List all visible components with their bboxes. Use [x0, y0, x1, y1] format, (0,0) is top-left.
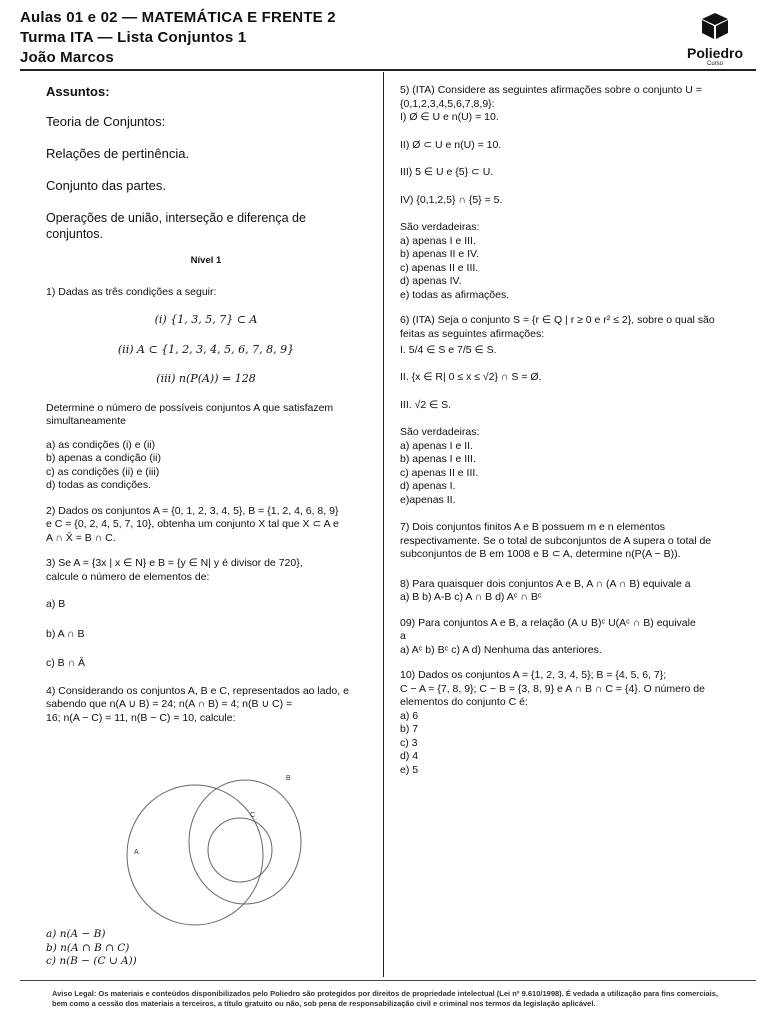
q1-option: d) todas as condições. — [46, 479, 152, 491]
q7-line: 7) Dois conjuntos finitos A e B possuem m e n elementos — [400, 521, 665, 533]
q3-line: 3) Se A = {3x | x ∈ N} e B = {y ∈ N| y é divisor de 720}, — [46, 557, 303, 569]
q6-line: 6) (ITA) Seja o conjunto S = {r ∈ Q | r ≥ 0 e r² ≤ 2}, sobre o qual são — [400, 314, 715, 326]
left-column — [46, 84, 366, 725]
q10-option: b) 7 — [400, 723, 419, 735]
q1-condition-3: (iii) n(P(A)) = 128 — [156, 372, 256, 385]
q5-option: e) todas as afirmações. — [400, 288, 510, 301]
q4-line: sabendo que n(A ∪ B) = 24; n(A ∩ B) = 4; n(B ∪ C) = — [46, 698, 293, 710]
q4-item: c) n(B − (C ∪ A)) — [46, 955, 137, 967]
right-column — [400, 84, 750, 777]
header-title: Aulas 01 e 02 — MATEMÁTICA E FRENTE 2 — [20, 9, 336, 26]
q1-condition-2: (ii) A ⊂ {1, 2, 3, 4, 5, 6, 7, 8, 9} — [117, 342, 295, 356]
q6-statement: I. 5/4 ∈ S e 7/5 ∈ S. — [400, 344, 497, 356]
q5-line: {0,1,2,3,4,5,6,7,8,9}: — [400, 97, 495, 110]
q9-line: a — [400, 630, 406, 642]
q2-line: 2) Dados os conjuntos A = {0, 1, 2, 3, 4, 5}, B = {1, 2, 4, 6, 8, 9} — [46, 504, 339, 517]
page-header — [20, 8, 336, 68]
q1-option: c) as condições (ii) e (iii) — [46, 465, 160, 478]
q6-statement: II. {x ∈ R| 0 ≤ x ≤ √2} ∩ S = Ø. — [400, 371, 542, 383]
q5-option: a) apenas I e III. — [400, 234, 476, 247]
column-divider — [383, 72, 384, 977]
q1-intro: 1) Dadas as três condições a seguir: — [46, 285, 217, 298]
q6-option: e)apenas II. — [400, 493, 456, 506]
q6-statement: III. √2 ∈ S. — [400, 398, 452, 411]
poliedro-logo — [680, 12, 750, 68]
q4-items — [46, 928, 366, 969]
q6-sv: São verdadeiras: — [400, 426, 480, 438]
q10-option: a) 6 — [400, 709, 419, 722]
q6-option: d) apenas I. — [400, 480, 456, 492]
q10-option: e) 5 — [400, 763, 419, 776]
q10-option: c) 3 — [400, 736, 418, 749]
logo-sub: Curso — [706, 61, 723, 67]
assuntos-heading: Assuntos: — [46, 84, 110, 99]
q10-line: 10) Dados os conjuntos A = {1, 2, 3, 4, 5}; B = {4, 5, 6, 7}; — [400, 669, 667, 681]
topic-3: Conjunto das partes. — [46, 178, 166, 193]
q5-option: c) apenas II e III. — [400, 261, 479, 274]
header-author: João Marcos — [20, 49, 114, 66]
q3-item-a: a) B — [46, 598, 66, 610]
q6-line: feitas as seguintes afirmações: — [400, 327, 545, 340]
q2-line: e C = {0, 2, 4, 5, 7, 10}, obtenha um conjunto X tal que X ⊂ A e — [46, 518, 339, 530]
q10-option: d) 4 — [400, 750, 419, 762]
q4-line: 4) Considerando os conjuntos A, B e C, representados ao lado, e — [46, 684, 349, 697]
q5-option: d) apenas IV. — [400, 275, 462, 287]
cube-icon — [700, 12, 730, 40]
q5-statement: III) 5 ∈ U e {5} ⊂ U. — [400, 166, 494, 178]
q6-option: b) apenas I e III. — [400, 453, 476, 465]
q8-line: a) B b) A-B c) A ∩ B d) Aᶜ ∩ Bᶜ — [400, 591, 542, 603]
q10-line: C − A = {7, 8, 9}; C − B = {3, 8, 9} e A ∩ B ∩ C = {4}. O número de — [400, 682, 705, 695]
q8-line: 8) Para quaisquer dois conjuntos A e B, A ∩ (A ∩ B) equivale a — [400, 577, 691, 590]
venn-circle-b — [189, 780, 301, 904]
q3-item-c: c) B ∩ Ā — [46, 657, 86, 669]
venn-label-c: C — [250, 812, 256, 819]
q6-option: a) apenas I e II. — [400, 439, 473, 452]
q3-item-b: b) A ∩ B — [46, 627, 85, 640]
q4-line: 16; n(A − C) = 11, n(B − C) = 10, calcule: — [46, 711, 236, 724]
q5-line: 5) (ITA) Considere as seguintes afirmações sobre o conjunto U = — [400, 84, 702, 96]
q9-line: 09) Para conjuntos A e B, a relação (A ∪ B)ᶜ U(Aᶜ ∩ B) equivale — [400, 616, 696, 629]
q1-condition-1: (i) {1, 3, 5, 7} ⊂ A — [154, 313, 258, 326]
q5-sv: São verdadeiras: — [400, 221, 480, 233]
venn-diagram — [100, 770, 320, 930]
venn-label-a: A — [134, 849, 139, 856]
logo-name: Poliedro — [686, 45, 743, 61]
header-rule — [20, 69, 756, 71]
q4-item: a) n(A − B) — [46, 928, 106, 940]
q1-option: a) as condições (i) e (ii) — [46, 438, 156, 451]
q1-text: Determine o número de possíveis conjuntos A que satisfazem simultaneamente — [46, 401, 334, 427]
q7-line: subconjuntos de B em 1008 e B ⊂ A, determine n(P(A − B)). — [400, 548, 681, 560]
q1-option: b) apenas a condição (ii) — [46, 452, 161, 464]
q9-line: a) Aᶜ b) Bᶜ c) A d) Nenhuma das anteriores. — [400, 643, 602, 656]
q4-item: b) n(A ∩ B ∩ C) — [46, 941, 130, 954]
header-class: Turma ITA — Lista Conjuntos 1 — [20, 29, 247, 46]
q5-statement: II) Ø ⊂ U e n(U) = 10. — [400, 138, 502, 151]
q7-line: respectivamente. Se o total de subconjuntos de A supera o total de — [400, 534, 712, 547]
q5-statement: I) Ø ∈ U e n(U) = 10. — [400, 111, 499, 123]
q2-line: A ∩ X̄ = B ∩ C. — [46, 531, 116, 544]
q5-statement: IV) {0,1,2,5} ∩ {5} = 5. — [400, 193, 503, 206]
q3-line: calcule o número de elementos de: — [46, 570, 210, 583]
legal-notice: Aviso Legal: Os materiais e conteúdos disponibilizados pelo Poliedro são protegidos por direitos de propriedade intelectual (Lei nº 9.610/1998). É vedada a utilização para fins comerciais, bem como a cessão dos materiais a terceiros, a título gratuito ou não, sob pena de responsabilização civil e criminal nos termos da legislação aplicável. — [52, 989, 718, 1008]
topic-1: Teoria de Conjuntos: — [46, 114, 166, 129]
topic-4: Operações de união, interseção e diferença de conjuntos. — [46, 211, 306, 241]
q6-option: c) apenas II e III. — [400, 466, 479, 479]
footer-rule — [20, 980, 756, 981]
q10-line: elementos do conjunto C é: — [400, 696, 528, 708]
venn-label-b: B — [286, 775, 291, 782]
topic-2: Relações de pertinência. — [46, 146, 190, 161]
nivel-heading: Nível 1 — [190, 255, 222, 266]
q5-option: b) apenas II e IV. — [400, 248, 480, 260]
